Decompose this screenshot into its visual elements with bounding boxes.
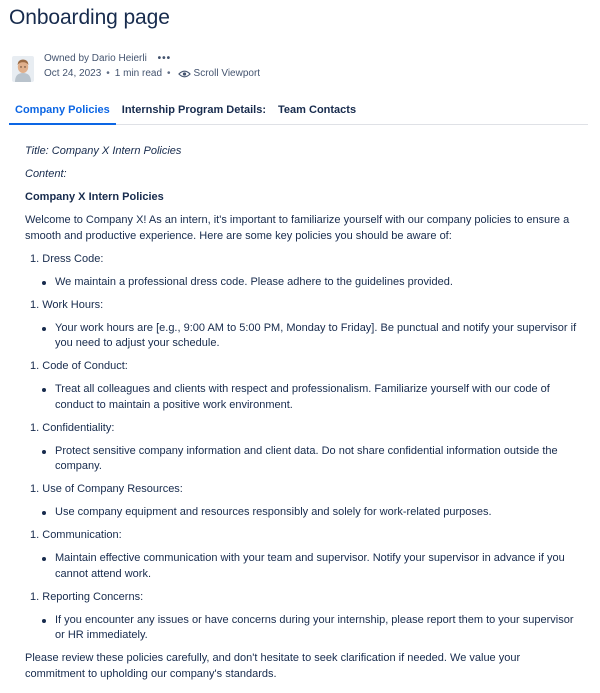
section-text-company-resources: Use company equipment and resources responsibly and solely for work-related purposes. <box>25 505 580 521</box>
section-title-reporting-concerns: 1. Reporting Concerns: <box>30 590 144 603</box>
separator-dot: • <box>106 68 110 79</box>
section-text-communication: Maintain effective communication with your team and supervisor. Notify your supervisor in advance if you cannot attend work. <box>25 551 580 582</box>
tab-company-policies[interactable]: Company Policies <box>9 98 116 125</box>
separator-dot: • <box>167 68 171 79</box>
page-title: Onboarding page <box>9 6 170 29</box>
more-actions-icon[interactable]: ••• <box>157 53 172 64</box>
eye-icon <box>178 69 191 79</box>
closing-paragraph: Please review these policies carefully, and don't hesitate to seek clarification if needed. We value your commitment to upholding our company's standards. <box>25 652 521 680</box>
title-line: Title: Company X Intern Policies <box>25 145 182 157</box>
section-text-reporting-concerns: If you encounter any issues or have concerns during your internship, please report them to your supervisor or HR immediately. <box>25 613 580 644</box>
tab-bar <box>9 98 588 125</box>
section-title-confidentiality: 1. Confidentiality: <box>30 421 115 434</box>
scroll-viewport-link[interactable]: Scroll Viewport <box>193 68 261 79</box>
read-time: 1 min read <box>114 68 163 79</box>
section-title-dress-code: 1. Dress Code: <box>30 252 104 265</box>
tab-internship-program-details[interactable]: Internship Program Details: <box>121 104 267 116</box>
user-avatar-icon[interactable] <box>12 56 34 82</box>
byline-details-row <box>44 68 260 79</box>
byline-owner-row <box>44 53 171 64</box>
owner-text[interactable]: Owned by Dario Heierli <box>44 53 147 64</box>
section-text-code-of-conduct: Treat all colleagues and clients with respect and professionalism. Familiarize yourself with our code of conduct to maintain a positive work environment. <box>25 382 580 413</box>
section-title-company-resources: 1. Use of Company Resources: <box>30 483 183 495</box>
section-text-confidentiality: Protect sensitive company information and client data. Do not share confidential information outside the company. <box>25 444 580 475</box>
section-title-code-of-conduct: 1. Code of Conduct: <box>30 360 128 372</box>
tab-content <box>25 144 580 690</box>
section-title-communication: 1. Communication: <box>30 529 122 541</box>
intro-paragraph: Welcome to Company X! As an intern, it's important to familiarize yourself with our company policies to ensure a smooth and productive experience. Here are some key policies you should be aware of: <box>25 214 570 242</box>
page-date: Oct 24, 2023 <box>44 68 102 79</box>
section-text-dress-code: We maintain a professional dress code. Please adhere to the guidelines provided. <box>25 275 580 291</box>
content-label: Content: <box>25 168 67 180</box>
tab-team-contacts[interactable]: Team Contacts <box>278 104 357 116</box>
section-title-work-hours: 1. Work Hours: <box>30 298 104 311</box>
content-heading: Company X Intern Policies <box>25 191 164 203</box>
section-text-work-hours: Your work hours are [e.g., 9:00 AM to 5:00 PM, Monday to Friday]. Be punctual and notify your supervisor if you need to adjust your schedule. <box>25 321 580 352</box>
